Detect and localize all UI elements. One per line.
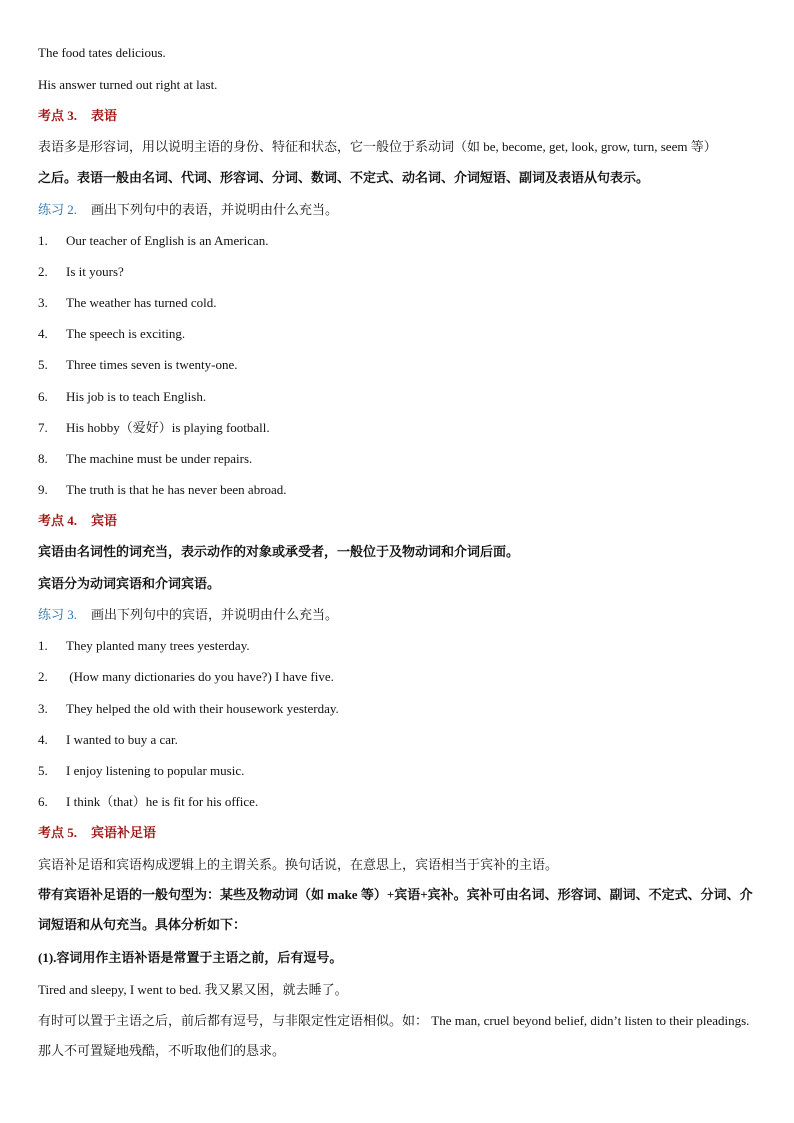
exercise-2-item [38, 480, 760, 500]
exercise-2-item [38, 293, 760, 313]
exercise-2-instruction: 画出下列句中的表语，并说明由什么充当。 [91, 202, 339, 217]
section-5-paragraph-1: 宾语补足语和宾语构成逻辑上的主谓关系。换句话说，在意思上，宾语相当于宾补的主语。 [38, 857, 559, 872]
item-number: 1. [38, 233, 48, 248]
exercise-2-heading [38, 200, 760, 220]
item-number: 5. [38, 357, 48, 372]
item-number: 6. [38, 794, 48, 809]
intro-line-1: The food tates delicious. [38, 45, 166, 60]
section-4-label: 考点 4. [38, 513, 78, 528]
item-number: 4. [38, 326, 48, 341]
item-number: 2. [38, 264, 48, 279]
item-number: 3. [38, 295, 48, 310]
exercise-3-item [38, 792, 760, 812]
exercise-2-item [38, 231, 760, 251]
exercise-2-item [38, 387, 760, 407]
item-text: Three times seven is twenty-one. [66, 357, 238, 372]
exercise-2-item [38, 262, 760, 282]
section-4-heading [38, 511, 760, 531]
exercise-3-item [38, 636, 760, 656]
section-5-label: 考点 5. [38, 825, 78, 840]
section-3-title: 表语 [91, 108, 118, 123]
item-text: The machine must be under repairs. [66, 451, 253, 466]
exercise-3-item [38, 667, 760, 687]
exercise-2-item [38, 449, 760, 469]
exercise-2-item [38, 418, 760, 438]
item-text: The speech is exciting. [66, 326, 186, 341]
item-text: I think（that）he is fit for his office. [66, 794, 259, 809]
exercise-3-item [38, 699, 760, 719]
item-text: I wanted to buy a car. [66, 732, 178, 747]
exercise-3-heading [38, 605, 760, 625]
item-text: They helped the old with their housework yesterday. [66, 701, 339, 716]
section-5-title: 宾语补足语 [91, 825, 157, 840]
exercise-3-instruction: 画出下列句中的宾语，并说明由什么充当。 [91, 607, 339, 622]
section-3-paragraph-2: 之后。表语一般由名词、代词、形容词、分词、数词、不定式、动名词、介词短语、副词及表语从句表示。 [38, 170, 650, 185]
section-3-label: 考点 3. [38, 108, 78, 123]
section-5-example-1: Tired and sleepy, I went to bed. 我又累又困，就去睡了。 [38, 982, 348, 997]
exercise-2-label: 练习 2. [38, 202, 78, 217]
section-5-paragraph-3: 有时可以置于主语之后，前后都有逗号，与非限定性定语相似。如： The man, cruel beyond belief, didn’t listen to their pleadings. 那人不可置疑地残酷，不听取他们的恳求。 [38, 1013, 750, 1058]
item-text: The weather has turned cold. [66, 295, 217, 310]
section-3-paragraph-1: 表语多是形容词，用以说明主语的身份、特征和状态，它一般位于系动词（如 be, become, get, look, grow, turn, seem 等） [38, 139, 717, 154]
section-4-title: 宾语 [91, 513, 118, 528]
section-4-paragraph-1: 宾语由名词性的词充当，表示动作的对象或承受者，一般位于及物动词和介词后面。 [38, 544, 520, 559]
item-number: 8. [38, 451, 48, 466]
item-text: Is it yours? [66, 264, 124, 279]
section-5-paragraph-2: 带有宾语补足语的一般句型为：某些及物动词（如 make 等）+宾语+宾补。宾补可由名词、形容词、副词、不定式、分词、介词短语和从句充当。具体分析如下： [38, 887, 753, 932]
item-number: 5. [38, 763, 48, 778]
item-text: I enjoy listening to popular music. [66, 763, 245, 778]
item-number: 4. [38, 732, 48, 747]
item-number: 7. [38, 420, 48, 435]
item-text: The truth is that he has never been abroad. [66, 482, 287, 497]
exercise-3-item [38, 730, 760, 750]
item-number: 1. [38, 638, 48, 653]
exercise-3-label: 练习 3. [38, 607, 78, 622]
item-number: 9. [38, 482, 48, 497]
section-5-subheading-1: (1).容词用作主语补语是常置于主语之前，后有逗号。 [38, 950, 343, 965]
section-3-heading [38, 106, 760, 126]
section-4-paragraph-2: 宾语分为动词宾语和介词宾语。 [38, 576, 221, 591]
item-text: They planted many trees yesterday. [66, 638, 250, 653]
item-number: 2. [38, 669, 48, 684]
item-number: 6. [38, 389, 48, 404]
item-text: His hobby（爱好）is playing football. [66, 420, 270, 435]
exercise-2-item [38, 324, 760, 344]
exercise-3-item [38, 761, 760, 781]
item-text: Our teacher of English is an American. [66, 233, 269, 248]
item-text: (How many dictionaries do you have?) I have five. [66, 669, 334, 684]
section-5-heading [38, 823, 760, 843]
intro-line-2: His answer turned out right at last. [38, 77, 218, 92]
item-text: His job is to teach English. [66, 389, 207, 404]
item-number: 3. [38, 701, 48, 716]
exercise-2-item [38, 355, 760, 375]
